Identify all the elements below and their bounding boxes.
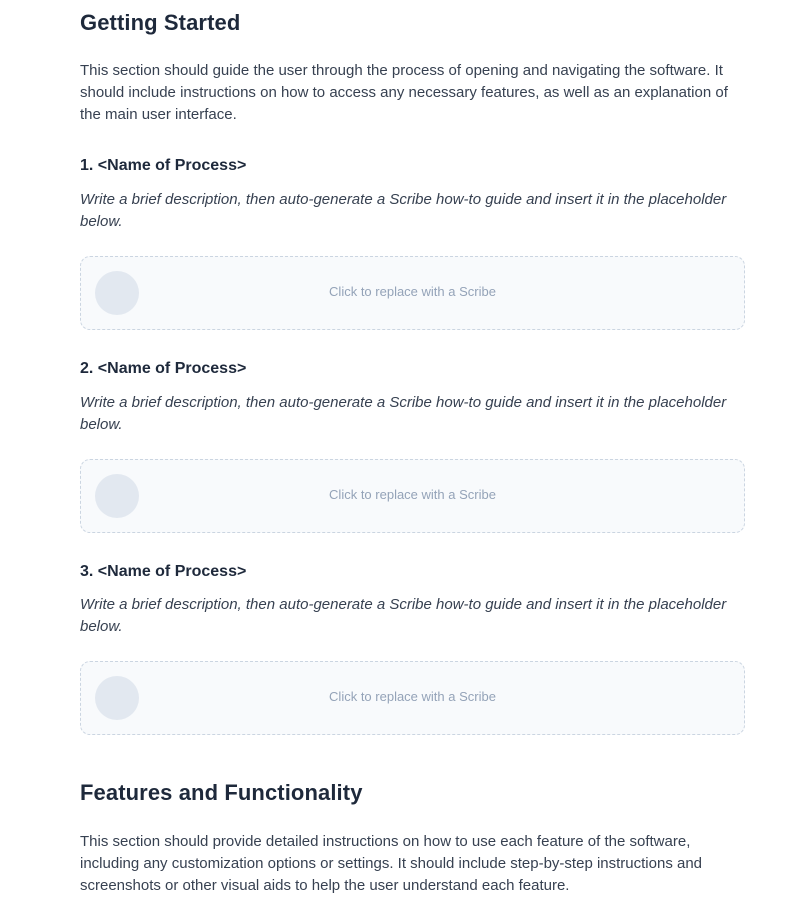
- process-1-heading: 1. <Name of Process>: [80, 157, 247, 174]
- features-description: This section should provide detailed instructions on how to use each feature of the software, including any customization options or settings. It should include step-by-step instructions and screenshots or other visual aids to help the user understand each feature.: [80, 833, 703, 894]
- getting-started-description: This section should guide the user through the process of opening and navigating the software. It should include instructions on how to access any necessary features, as well as an explanation of the main user interface.: [80, 62, 728, 123]
- scribe-placeholder-1[interactable]: [80, 256, 745, 330]
- scribe-placeholder-2[interactable]: [80, 459, 745, 533]
- scribe-placeholder-label: Click to replace with a Scribe: [329, 284, 496, 299]
- process-2-description: Write a brief description, then auto-generate a Scribe how-to guide and insert it in the placeholder below.: [80, 394, 727, 433]
- scribe-placeholder-label: Click to replace with a Scribe: [329, 487, 496, 502]
- process-1-description: Write a brief description, then auto-generate a Scribe how-to guide and insert it in the placeholder below.: [80, 191, 727, 230]
- process-3-description: Write a brief description, then auto-generate a Scribe how-to guide and insert it in the placeholder below.: [80, 596, 727, 635]
- process-3-heading: 3. <Name of Process>: [80, 563, 247, 580]
- process-2-heading: 2. <Name of Process>: [80, 360, 247, 377]
- scribe-placeholder-3[interactable]: [80, 661, 745, 735]
- scribe-placeholder-label: Click to replace with a Scribe: [329, 689, 496, 704]
- getting-started-heading: Getting Started: [80, 10, 241, 35]
- features-heading: Features and Functionality: [80, 780, 363, 805]
